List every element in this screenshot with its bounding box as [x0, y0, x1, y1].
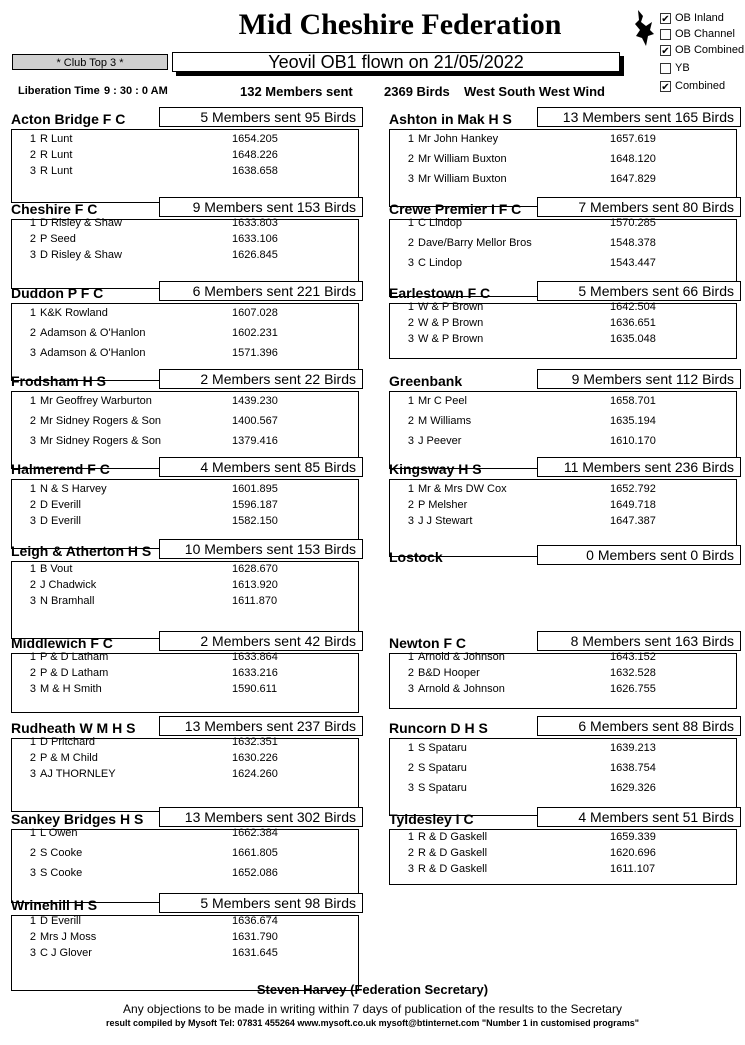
result-name: P Melsher	[418, 499, 468, 511]
result-name: R Lunt	[40, 165, 73, 177]
race-title-box	[172, 52, 626, 76]
result-rank: 2	[407, 847, 414, 859]
result-score: 1635.194	[610, 415, 656, 427]
result-row	[12, 395, 358, 409]
result-name: Dave/Barry Mellor Bros	[418, 237, 532, 249]
result-rank: 1	[407, 217, 414, 229]
result-row	[12, 483, 358, 497]
result-name: D Everill	[40, 499, 81, 511]
result-score: 1648.120	[610, 153, 656, 165]
result-name: S Cooke	[40, 847, 83, 859]
result-rank: 3	[407, 333, 414, 345]
club-name: Rudheath W M H S	[11, 720, 136, 736]
option-ob-combined[interactable]	[660, 43, 744, 57]
result-rank: 3	[407, 683, 414, 695]
result-name: N & S Harvey	[40, 483, 107, 495]
result-row	[12, 847, 358, 861]
result-score: 1659.339	[610, 831, 656, 843]
result-rank: 2	[29, 499, 36, 511]
result-row	[390, 515, 736, 529]
result-name: B&D Hooper	[418, 667, 480, 679]
result-score: 1649.718	[610, 499, 656, 511]
result-row	[12, 499, 358, 513]
result-row	[390, 415, 736, 429]
club-sent-summary: 0 Members sent 0 Birds	[537, 545, 741, 565]
result-name: R & D Gaskell	[418, 863, 488, 875]
club-sent-summary: 9 Members sent 153 Birds	[159, 197, 363, 217]
club-name: Wrinehill H S	[11, 897, 98, 913]
result-rank: 3	[29, 595, 36, 607]
result-row	[12, 931, 358, 945]
club-sent-summary: 5 Members sent 66 Birds	[537, 281, 741, 301]
result-score: 1596.187	[232, 499, 278, 511]
option-label: Combined	[675, 80, 726, 92]
result-score: 1635.048	[610, 333, 656, 345]
result-name: R & D Gaskell	[418, 831, 488, 843]
club-results-box	[11, 561, 359, 639]
result-row	[12, 867, 358, 881]
result-score: 1631.645	[232, 947, 278, 959]
checkbox-combined[interactable]: ✔	[661, 81, 670, 93]
result-name: Mrs J Moss	[40, 931, 97, 943]
club-name: Sankey Bridges H S	[11, 811, 144, 827]
option-label: YB	[675, 62, 690, 74]
club-top-label: * Club Top 3 *	[12, 54, 168, 70]
result-row	[12, 347, 358, 361]
club-sent-summary: 7 Members sent 80 Birds	[537, 197, 741, 217]
club-name: Middlewich F C	[11, 635, 113, 651]
club-name: Acton Bridge F C	[11, 111, 126, 127]
result-row	[390, 133, 736, 147]
result-rank: 3	[29, 683, 36, 695]
result-score: 1630.226	[232, 752, 278, 764]
result-rank: 2	[407, 237, 414, 249]
result-score: 1632.351	[232, 736, 278, 748]
result-name: S Cooke	[40, 867, 83, 879]
total-birds-sent: 2369 Birds	[384, 84, 450, 99]
result-name: S Spataru	[418, 742, 467, 754]
result-score: 1647.387	[610, 515, 656, 527]
result-score: 1636.651	[610, 317, 656, 329]
result-score: 1643.152	[610, 651, 656, 663]
result-score: 1642.504	[610, 301, 656, 313]
result-name: C Lindop	[418, 217, 463, 229]
result-row	[12, 415, 358, 429]
result-score: 1633.803	[232, 217, 278, 229]
result-row	[12, 307, 358, 321]
option-ob-inland[interactable]	[660, 11, 724, 25]
result-name: J Peever	[418, 435, 462, 447]
result-row	[12, 736, 358, 750]
result-rank: 2	[407, 317, 414, 329]
club-results-box	[389, 129, 737, 207]
result-score: 1638.754	[610, 762, 656, 774]
result-name: C J Glover	[40, 947, 92, 959]
result-name: D Everill	[40, 915, 81, 927]
result-name: P & D Latham	[40, 651, 109, 663]
result-rank: 2	[407, 415, 414, 427]
result-rank: 3	[407, 515, 414, 527]
club-name: Earlestown F C	[389, 285, 491, 301]
result-name: N Bramhall	[40, 595, 95, 607]
result-row	[12, 515, 358, 529]
club-sent-summary: 2 Members sent 22 Birds	[159, 369, 363, 389]
result-row	[390, 395, 736, 409]
option-combined[interactable]	[660, 79, 725, 93]
club-sent-summary: 13 Members sent 237 Birds	[159, 716, 363, 736]
club-sent-summary: 11 Members sent 236 Birds	[537, 457, 741, 477]
result-row	[12, 233, 358, 247]
result-name: C Lindop	[418, 257, 463, 269]
result-row	[12, 683, 358, 697]
option-label: OB Channel	[675, 28, 735, 40]
result-score: 1631.790	[232, 931, 278, 943]
result-score: 1620.696	[610, 847, 656, 859]
club-name: Halmerend F C	[11, 461, 110, 477]
result-score: 1661.805	[232, 847, 278, 859]
club-sent-summary: 5 Members sent 95 Birds	[159, 107, 363, 127]
result-score: 1624.260	[232, 768, 278, 780]
result-rank: 2	[29, 233, 36, 245]
secretary-line: Steven Harvey (Federation Secretary)	[256, 982, 489, 997]
club-sent-summary: 6 Members sent 221 Birds	[159, 281, 363, 301]
result-rank: 3	[29, 947, 36, 959]
result-score: 1633.106	[232, 233, 278, 245]
result-row	[12, 651, 358, 665]
result-rank: 1	[407, 483, 414, 495]
result-rank: 3	[407, 257, 414, 269]
result-rank: 3	[29, 768, 36, 780]
club-name: Cheshire F C	[11, 201, 98, 217]
result-rank: 1	[407, 742, 414, 754]
result-row	[12, 249, 358, 263]
result-rank: 1	[29, 217, 36, 229]
result-score: 1379.416	[232, 435, 278, 447]
result-rank: 3	[29, 515, 36, 527]
checkbox-ob-inland[interactable]: ✔	[661, 13, 670, 25]
result-score: 1548.378	[610, 237, 656, 249]
result-row	[390, 499, 736, 513]
result-score: 1611.107	[610, 863, 656, 875]
result-score: 1610.170	[610, 435, 656, 447]
club-results-box	[11, 653, 359, 713]
result-name: K&K Rowland	[40, 307, 108, 319]
option-yb[interactable]	[660, 61, 690, 75]
result-score: 1626.755	[610, 683, 656, 695]
result-name: Mr Sidney Rogers & Son	[40, 435, 162, 447]
club-name: Duddon P F C	[11, 285, 104, 301]
club-results-box	[11, 915, 359, 991]
result-row	[390, 301, 736, 315]
result-rank: 2	[29, 415, 36, 427]
result-row	[390, 317, 736, 331]
result-score: 1570.285	[610, 217, 656, 229]
result-row	[390, 782, 736, 796]
result-rank: 2	[29, 579, 36, 591]
result-score: 1611.870	[232, 595, 278, 607]
result-row	[390, 742, 736, 756]
result-name: Mr William Buxton	[418, 173, 507, 185]
result-row	[390, 237, 736, 251]
result-score: 1628.670	[232, 563, 278, 575]
club-name: Crewe Premier I F C	[389, 201, 522, 217]
club-sent-summary: 8 Members sent 163 Birds	[537, 631, 741, 651]
option-label: OB Combined	[675, 44, 745, 56]
club-results-box	[389, 829, 737, 885]
result-name: Mr William Buxton	[418, 153, 507, 165]
result-rank: 2	[407, 667, 414, 679]
result-rank: 1	[29, 736, 36, 748]
liberation-label: Liberation Time	[18, 85, 100, 97]
result-row	[390, 173, 736, 187]
result-rank: 1	[29, 915, 36, 927]
option-ob-channel[interactable]	[660, 27, 735, 41]
club-name: Tyldesley I C	[389, 811, 474, 827]
club-name: Kingsway H S	[389, 461, 482, 477]
result-name: S Spataru	[418, 782, 467, 794]
result-row	[390, 667, 736, 681]
result-name: J J Stewart	[418, 515, 473, 527]
total-members-sent: 132 Members sent	[240, 84, 353, 99]
club-results-box	[11, 129, 359, 203]
result-name: Mr Geoffrey Warburton	[40, 395, 152, 407]
result-rank: 2	[29, 327, 36, 339]
club-name: Ashton in Mak H S	[389, 111, 512, 127]
wind-direction: West South West Wind	[464, 84, 605, 99]
result-name: B Vout	[40, 563, 73, 575]
result-name: W & P Brown	[418, 333, 484, 345]
result-row	[390, 847, 736, 861]
result-rank: 3	[407, 435, 414, 447]
option-label: OB Inland	[675, 12, 724, 24]
result-rank: 3	[407, 782, 414, 794]
pigeon-icon	[632, 8, 658, 48]
result-score: 1582.150	[232, 515, 278, 527]
club-sent-summary: 13 Members sent 165 Birds	[537, 107, 741, 127]
result-score: 1590.611	[232, 683, 278, 695]
result-score: 1601.895	[232, 483, 278, 495]
result-row	[12, 435, 358, 449]
club-sent-summary: 2 Members sent 42 Birds	[159, 631, 363, 651]
result-name: D Risley & Shaw	[40, 217, 122, 229]
result-name: Mr Sidney Rogers & Son	[40, 415, 162, 427]
result-score: 1629.326	[610, 782, 656, 794]
result-score: 1639.213	[610, 742, 656, 754]
result-row	[390, 153, 736, 167]
liberation-time: 9 : 30 : 0 AM	[104, 85, 168, 97]
result-name: M Williams	[418, 415, 472, 427]
result-row	[12, 768, 358, 782]
result-rank: 1	[407, 651, 414, 663]
result-name: Adamson & O'Hanlon	[40, 327, 146, 339]
result-name: W & P Brown	[418, 317, 484, 329]
club-sent-summary: 9 Members sent 112 Birds	[537, 369, 741, 389]
result-rank: 2	[29, 752, 36, 764]
result-name: Arnold & Johnson	[418, 651, 505, 663]
result-rank: 3	[29, 435, 36, 447]
club-results-box	[11, 738, 359, 812]
race-title: Yeovil OB1 flown on 21/05/2022	[172, 52, 620, 72]
result-score: 1543.447	[610, 257, 656, 269]
result-name: P Seed	[40, 233, 76, 245]
club-name: Frodsham H S	[11, 373, 106, 389]
result-name: M & H Smith	[40, 683, 102, 695]
result-name: P & D Latham	[40, 667, 109, 679]
compiled-by-line: result compiled by Mysoft Tel: 07831 455264 www.mysoft.co.uk mysoft@btinternet.com "Number 1 in customised programs"	[106, 1018, 639, 1028]
club-name: Runcorn D H S	[389, 720, 488, 736]
result-score: 1648.226	[232, 149, 278, 161]
club-name: Leigh & Atherton H S	[11, 543, 152, 559]
result-score: 1632.528	[610, 667, 656, 679]
club-sent-summary: 6 Members sent 88 Birds	[537, 716, 741, 736]
result-row	[12, 165, 358, 179]
result-score: 1658.701	[610, 395, 656, 407]
result-rank: 2	[29, 149, 36, 161]
result-rank: 1	[407, 831, 414, 843]
result-score: 1657.619	[610, 133, 656, 145]
result-row	[12, 217, 358, 231]
result-name: Arnold & Johnson	[418, 683, 505, 695]
result-rank: 3	[29, 249, 36, 261]
result-rank: 2	[29, 667, 36, 679]
result-name: P & M Child	[40, 752, 98, 764]
result-score: 1613.920	[232, 579, 278, 591]
result-name: R & D Gaskell	[418, 847, 488, 859]
result-rank: 1	[407, 133, 414, 145]
result-rank: 1	[29, 307, 36, 319]
result-rank: 3	[29, 867, 36, 879]
club-results-box	[389, 738, 737, 816]
result-score: 1662.384	[232, 827, 278, 839]
club-results-box	[11, 829, 359, 903]
club-results-box	[389, 303, 737, 359]
club-results-box	[11, 219, 359, 289]
result-rank: 2	[407, 499, 414, 511]
club-name: Greenbank	[389, 373, 463, 389]
result-rank: 3	[407, 863, 414, 875]
result-score: 1602.231	[232, 327, 278, 339]
result-row	[390, 257, 736, 271]
result-rank: 2	[29, 847, 36, 859]
result-name: R Lunt	[40, 133, 73, 145]
result-rank: 3	[29, 347, 36, 359]
result-row	[12, 149, 358, 163]
club-sent-summary: 10 Members sent 153 Birds	[159, 539, 363, 559]
result-rank: 1	[407, 301, 414, 313]
result-score: 1607.028	[232, 307, 278, 319]
result-score: 1626.845	[232, 249, 278, 261]
result-row	[12, 563, 358, 577]
result-rank: 2	[29, 931, 36, 943]
club-name: Newton F C	[389, 635, 466, 651]
result-name: J Chadwick	[40, 579, 97, 591]
result-score: 1654.205	[232, 133, 278, 145]
result-row	[390, 831, 736, 845]
result-score: 1638.658	[232, 165, 278, 177]
result-row	[12, 752, 358, 766]
result-row	[12, 327, 358, 341]
club-sent-summary: 13 Members sent 302 Birds	[159, 807, 363, 827]
result-rank: 1	[29, 827, 36, 839]
result-row	[12, 667, 358, 681]
result-rank: 2	[407, 762, 414, 774]
result-row	[390, 435, 736, 449]
result-row	[390, 863, 736, 877]
result-name: D Everill	[40, 515, 81, 527]
club-sent-summary: 5 Members sent 98 Birds	[159, 893, 363, 913]
result-score: 1652.792	[610, 483, 656, 495]
result-name: W & P Brown	[418, 301, 484, 313]
result-name: D Risley & Shaw	[40, 249, 122, 261]
result-score: 1636.674	[232, 915, 278, 927]
checkbox-ob-combined[interactable]: ✔	[661, 45, 670, 57]
result-row	[12, 579, 358, 593]
result-row	[390, 217, 736, 231]
result-name: S Spataru	[418, 762, 467, 774]
result-score: 1400.567	[232, 415, 278, 427]
club-sent-summary: 4 Members sent 51 Birds	[537, 807, 741, 827]
result-row	[390, 762, 736, 776]
result-row	[12, 947, 358, 961]
result-row	[390, 683, 736, 697]
checkbox-ob-channel[interactable]	[660, 29, 671, 40]
result-name: Mr C Peel	[418, 395, 467, 407]
result-name: D Pritchard	[40, 736, 96, 748]
result-score: 1633.864	[232, 651, 278, 663]
result-name: L Owen	[40, 827, 78, 839]
result-name: Adamson & O'Hanlon	[40, 347, 146, 359]
result-rank: 1	[29, 483, 36, 495]
result-score: 1652.086	[232, 867, 278, 879]
club-results-box	[389, 653, 737, 709]
result-rank: 3	[407, 173, 414, 185]
result-rank: 2	[407, 153, 414, 165]
result-row	[12, 133, 358, 147]
checkbox-yb[interactable]	[660, 63, 671, 74]
result-rank: 1	[407, 395, 414, 407]
club-name: Lostock	[389, 549, 443, 565]
result-row	[12, 595, 358, 609]
result-row	[12, 915, 358, 929]
result-row	[12, 827, 358, 841]
result-score: 1647.829	[610, 173, 656, 185]
objections-notice: Any objections to be made in writing within 7 days of publication of the results to the Secretary	[123, 1002, 622, 1016]
club-sent-summary: 4 Members sent 85 Birds	[159, 457, 363, 477]
result-name: Mr John Hankey	[418, 133, 499, 145]
result-row	[390, 333, 736, 347]
result-row	[390, 651, 736, 665]
page-title: Mid Cheshire Federation	[238, 8, 562, 41]
result-score: 1571.396	[232, 347, 278, 359]
result-score: 1439.230	[232, 395, 278, 407]
result-name: Mr & Mrs DW Cox	[418, 483, 507, 495]
result-name: R Lunt	[40, 149, 73, 161]
result-rank: 3	[29, 165, 36, 177]
result-rank: 1	[29, 651, 36, 663]
result-rank: 1	[29, 395, 36, 407]
result-rank: 1	[29, 133, 36, 145]
result-rank: 1	[29, 563, 36, 575]
result-row	[390, 483, 736, 497]
result-name: AJ THORNLEY	[40, 768, 116, 780]
result-score: 1633.216	[232, 667, 278, 679]
